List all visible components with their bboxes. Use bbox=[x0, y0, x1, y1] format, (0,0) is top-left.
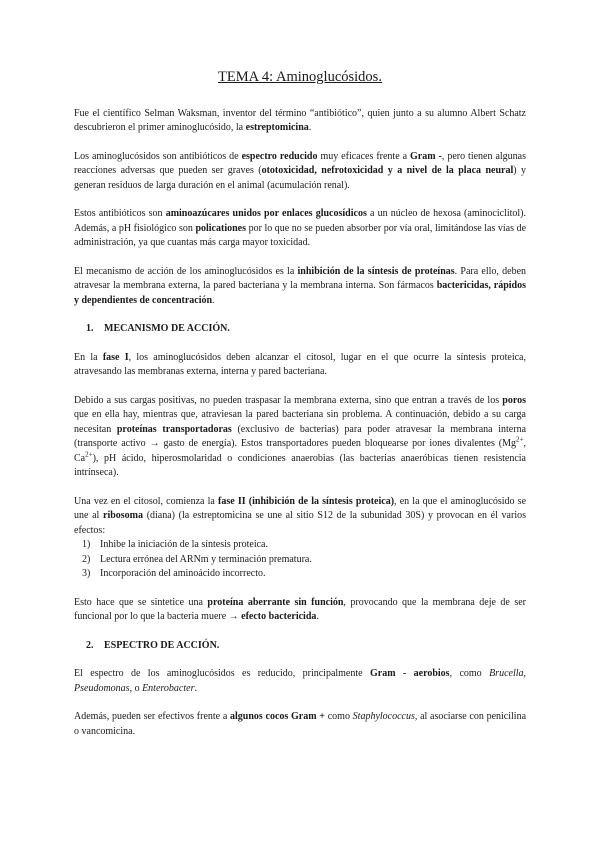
bold-term: fase I bbox=[102, 351, 129, 363]
text-run: a un núcleo de hexosa (aminociclitol). Además, a pH fisiológico son bbox=[74, 208, 526, 234]
italic-term: Brucella bbox=[489, 668, 524, 679]
text-run: , los aminoglucósidos deben alcanzar el citosol, lugar en el que ocurre la síntesis proteica, atravesando las membranas externa, interna y pared bacteriana. bbox=[74, 351, 526, 377]
spectrum-paragraph-2 bbox=[74, 710, 526, 739]
intro-paragraph-2 bbox=[74, 150, 526, 194]
text-run: , bbox=[523, 668, 527, 679]
bold-term: Gram - bbox=[410, 150, 442, 162]
italic-term: Enterobacter bbox=[142, 682, 195, 694]
bold-term: inhibición de la síntesis de proteínas bbox=[297, 265, 455, 277]
list-marker: 1) bbox=[82, 539, 91, 550]
bold-term: poros bbox=[502, 394, 526, 406]
bold-term: bactericidas, rápidos y dependientes de concentración bbox=[74, 280, 526, 306]
intro-paragraph-4 bbox=[74, 265, 526, 309]
intro-paragraph-3 bbox=[74, 207, 526, 251]
text-run: , o bbox=[129, 682, 143, 694]
text-run: por lo que no se pueden absorber por vía oral, limitándose las vías de administración, ya que cuantas más carga mayor toxicidad. bbox=[74, 222, 527, 248]
intro-paragraph-1 bbox=[74, 107, 526, 136]
bold-term: policationes bbox=[195, 222, 246, 234]
list-marker: 2) bbox=[82, 553, 91, 565]
text-run: En la bbox=[74, 351, 103, 363]
list-item bbox=[74, 553, 526, 568]
text-run: , provocando que la membrana deje de ser funcional por lo que la bacteria muere → bbox=[74, 596, 526, 622]
section-number: 1. bbox=[86, 323, 94, 334]
text-run: El mecanismo de acción de los aminoglucósidos es la bbox=[74, 265, 298, 277]
list-item-text: Incorporación del aminoácido incorrecto. bbox=[100, 568, 266, 579]
text-run: , al asociarse con penicilina o vancomicina. bbox=[74, 711, 527, 737]
italic-term: Pseudomonas bbox=[74, 682, 130, 694]
text-run: Estos antibióticos son bbox=[74, 208, 166, 219]
text-run: Fue el científico Selman Waksman, inventor del término “antibiótico”, quien junto a su alumno Albert Schatz descubrieron el primer aminoglucósido, la bbox=[74, 107, 526, 133]
text-run: que en ella hay, mientras que, atraviesan la pared bacteriana sin problema. A continuación, debido a su carga necesitan bbox=[74, 409, 526, 435]
list-item bbox=[74, 567, 526, 582]
text-run: , como bbox=[449, 668, 490, 679]
text-run: . bbox=[212, 294, 215, 306]
bold-term: fase II (inhibición de la síntesis proteica) bbox=[218, 495, 395, 507]
mechanism-paragraph-4 bbox=[74, 596, 526, 625]
section-title: ESPECTRO DE ACCIÓN. bbox=[104, 639, 220, 651]
text-run: , en la que el aminoglucósido se une al bbox=[74, 495, 527, 521]
page-title: TEMA 4: Aminoglucósidos. bbox=[218, 69, 382, 85]
bold-term: Gram - aerobios bbox=[369, 668, 450, 679]
list-item-text: Lectura errónea del ARNm y terminación prematura. bbox=[100, 553, 312, 565]
bold-term: proteínas transportadoras bbox=[116, 423, 232, 435]
text-run: ), pH ácido, hiperosmolaridad o condiciones anaerobias (las bacterias anaeróbicas tienen resistencia intrínseca). bbox=[74, 452, 526, 478]
bold-term: algunos cocos Gram + bbox=[230, 711, 325, 722]
list-marker: 3) bbox=[82, 568, 91, 579]
bold-term: estreptomicina bbox=[245, 122, 309, 133]
bold-term: efecto bactericida bbox=[241, 611, 317, 622]
text-run: . bbox=[194, 682, 197, 694]
bold-term: aminoazúcares unidos por enlaces glucosídicos bbox=[165, 208, 367, 219]
text-run: (exclusivo de bacterias) para poder atravesar la membrana interna (transporte activo → gasto de energía). Estos transportadores pueden bloquearse por iones divalentes (Mg bbox=[74, 423, 527, 449]
text-run: muy eficaces frente a bbox=[317, 150, 411, 162]
bold-term: ototoxicidad, nefrotoxicidad y a nivel de la placa neural bbox=[261, 165, 514, 176]
bold-term: ribosoma bbox=[103, 510, 144, 521]
superscript: 2+ bbox=[516, 435, 524, 444]
text-run: ) y generan residuos de larga duración en el animal (acumulación renal). bbox=[74, 165, 526, 191]
spectrum-paragraph-1 bbox=[74, 667, 526, 696]
superscript: 2+ bbox=[85, 450, 93, 459]
text-run: Esto hace que se sintetice una bbox=[74, 596, 208, 608]
section-heading-mechanism bbox=[86, 322, 526, 337]
effects-list bbox=[74, 538, 526, 582]
text-run: Los aminoglucósidos son antibióticos de bbox=[74, 150, 242, 162]
text-run: , pero tienen algunas reacciones adversas que pueden ser graves ( bbox=[74, 150, 526, 176]
italic-term: Staphylococcus bbox=[352, 711, 415, 722]
mechanism-paragraph-3 bbox=[74, 495, 526, 539]
text-run: Además, pueden ser efectivos frente a bbox=[74, 711, 231, 722]
text-run: El espectro de los aminoglucósidos es reducido, principalmente bbox=[74, 668, 370, 679]
section-number: 2. bbox=[86, 639, 94, 651]
text-run: como bbox=[325, 711, 353, 722]
text-run: . Para ello, deben atravesar la membrana externa, la pared bacteriana y la membrana interna. Son fármacos bbox=[74, 265, 527, 291]
bold-term: espectro reducido bbox=[241, 150, 318, 162]
text-run: . bbox=[308, 122, 312, 133]
section-heading-spectrum bbox=[86, 639, 526, 654]
text-run: (diana) (la estreptomicina se une al sitio S12 de la subunidad 30S) y provocan en él varios efectos: bbox=[74, 510, 526, 536]
mechanism-paragraph-2 bbox=[74, 394, 526, 481]
text-run: . bbox=[316, 611, 319, 622]
text-run: Debido a sus cargas positivas, no pueden traspasar la membrana externa, sino que entran a través de los bbox=[74, 394, 503, 406]
list-item bbox=[74, 538, 526, 553]
bold-term: proteína aberrante sin función bbox=[207, 596, 344, 608]
section-title: MECANISMO DE ACCIÓN. bbox=[104, 323, 230, 334]
text-run: , Ca bbox=[74, 438, 526, 464]
mechanism-paragraph-1 bbox=[74, 351, 526, 380]
text-run: Una vez en el citosol, comienza la bbox=[74, 495, 219, 507]
list-item-text: Inhibe la iniciación de la síntesis proteica. bbox=[100, 539, 268, 550]
